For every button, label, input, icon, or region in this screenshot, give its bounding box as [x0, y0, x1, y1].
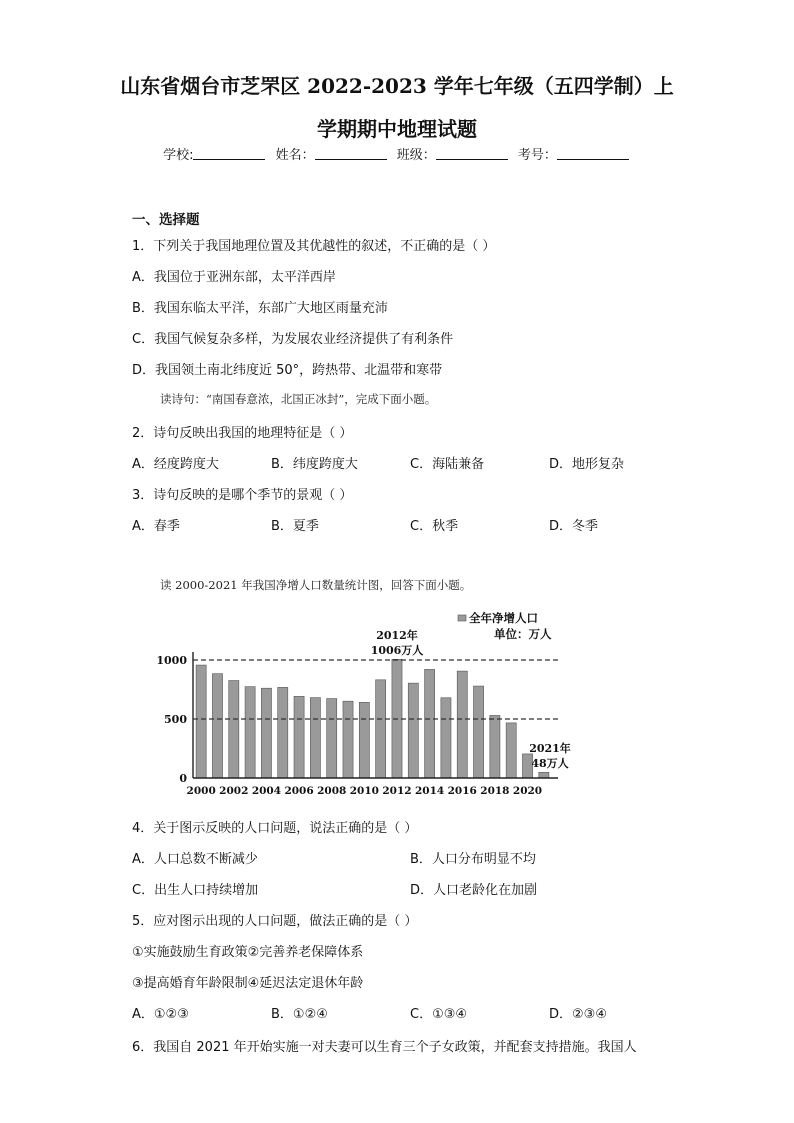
- name-blank: [315, 147, 387, 160]
- question-4-stem: 4．关于图示反映的人口问题，说法正确的是（ ）: [132, 821, 418, 836]
- page-title-line2: 学期期中地理试题: [317, 117, 477, 141]
- question-5-option-c: C．①③④: [410, 1007, 468, 1022]
- bar-2015: [441, 698, 451, 778]
- question-4-option-a: A．人口总数不断减少: [132, 852, 258, 867]
- question-4-option-d: D．人口老龄化在加剧: [410, 883, 538, 898]
- x-tick-label: 2016: [447, 785, 477, 797]
- bar-2004: [261, 688, 271, 778]
- bar-2019: [506, 723, 516, 778]
- x-tick-label: 2018: [480, 785, 510, 797]
- bar-2013: [408, 683, 418, 778]
- bar-2006: [294, 696, 304, 778]
- y-tick-label: 500: [164, 713, 187, 726]
- class-label: 班级：: [396, 148, 436, 163]
- question-5-option-b: B．①②④: [271, 1007, 328, 1022]
- bar-2021: [539, 772, 549, 778]
- name-label: 姓名：: [275, 148, 315, 163]
- section-heading: 一、选择题: [132, 212, 200, 228]
- x-tick-label: 2004: [251, 785, 282, 797]
- x-tick-label: 2006: [284, 785, 314, 797]
- bar-2011: [376, 680, 386, 778]
- question-5-statement-line2: ③提高婚育年龄限制④延迟法定退休年龄: [132, 976, 364, 991]
- question-2-option-b: B．纬度跨度大: [271, 457, 358, 472]
- x-tick-label: 2012: [382, 785, 412, 797]
- annotation-year: 2021年: [529, 742, 571, 755]
- question-2-option-a: A．经度跨度大: [132, 457, 219, 472]
- unit-label: 单位：万人: [494, 627, 552, 641]
- question-1-stem: 1．下列关于我国地理位置及其优越性的叙述，不正确的是（ ）: [132, 239, 496, 254]
- question-2-stem: 2．诗句反映出我国的地理特征是（ ）: [132, 426, 353, 441]
- bar-2002: [229, 681, 239, 778]
- question-2-option-d: D．地形复杂: [549, 457, 625, 472]
- question-5-option-a: A．①②③: [132, 1007, 189, 1022]
- question-3-option-a: A．春季: [132, 519, 180, 534]
- bar-2000: [196, 665, 206, 778]
- bar-2001: [212, 674, 222, 778]
- class-blank: [436, 147, 508, 160]
- y-tick-label: 1000: [156, 654, 187, 667]
- question-1-option-b: B．我国东临太平洋，东部广大地区雨量充沛: [132, 301, 388, 316]
- question-5-statement-line1: ①实施鼓励生育政策②完善养老保障体系: [132, 945, 364, 960]
- bar-2018: [490, 715, 500, 778]
- exam-number-blank: [557, 147, 629, 160]
- population-growth-chart: [150, 600, 590, 800]
- question-1-option-a: A．我国位于亚洲东部，太平洋西岸: [132, 270, 336, 285]
- bar-2005: [278, 687, 288, 778]
- question-4-option-b: B．人口分布明显不均: [410, 852, 536, 867]
- question-5-option-d: D．②③④: [549, 1007, 607, 1022]
- passage-note-chart: 读 2000-2021 年我国净增人口数量统计图，回答下面小题。: [160, 578, 472, 592]
- bar-2017: [474, 686, 484, 778]
- question-5-stem: 5．应对图示出现的人口问题，做法正确的是（ ）: [132, 914, 418, 929]
- bar-2009: [343, 701, 353, 778]
- y-tick-label: 0: [179, 772, 187, 785]
- question-1-option-d: D．我国领土南北纬度近 50°，跨热带、北温带和寒带: [132, 363, 443, 378]
- x-tick-label: 2008: [317, 785, 347, 797]
- question-3-stem: 3．诗句反映的是哪个季节的景观（ ）: [132, 488, 353, 503]
- question-3-option-b: B．夏季: [271, 519, 319, 534]
- student-info-row: [0, 144, 794, 163]
- question-4-option-c: C．出生人口持续增加: [132, 883, 259, 898]
- bar-2008: [327, 699, 337, 778]
- legend-label: 全年净增人口: [469, 611, 538, 625]
- school-label: 学校:: [163, 148, 194, 163]
- page-title-line1: 山东省烟台市芝罘区 2022-2023 学年七年级（五四学制）上: [120, 74, 674, 98]
- x-tick-label: 2002: [219, 785, 249, 797]
- question-3-option-d: D．冬季: [549, 519, 599, 534]
- bar-2007: [310, 698, 320, 778]
- question-6-stem: 6．我国自 2021 年开始实施一对夫妻可以生育三个子女政策，并配套支持措施。我国人: [132, 1040, 637, 1055]
- x-tick-label: 2020: [512, 785, 543, 797]
- annotation-value: 48万人: [531, 757, 569, 770]
- annotation-value: 1006万人: [370, 644, 424, 657]
- bar-2014: [425, 669, 435, 778]
- passage-note-poem: 读诗句：“南国春意浓，北国正冰封”，完成下面小题。: [160, 392, 437, 406]
- annotation-year: 2012年: [376, 629, 418, 642]
- question-1-option-c: C．我国气候复杂多样，为发展农业经济提供了有利条件: [132, 332, 454, 347]
- bar-2010: [359, 702, 369, 778]
- question-2-option-c: C．海陆兼备: [410, 457, 485, 472]
- exam-number-label: 考号：: [517, 148, 557, 163]
- school-blank: [193, 147, 265, 160]
- question-3-option-c: C．秋季: [410, 519, 459, 534]
- bar-2016: [457, 671, 467, 778]
- x-tick-label: 2010: [349, 785, 379, 797]
- x-tick-label: 2000: [186, 785, 216, 797]
- bar-2003: [245, 687, 255, 778]
- x-tick-label: 2014: [414, 785, 445, 797]
- legend-swatch: [458, 615, 466, 621]
